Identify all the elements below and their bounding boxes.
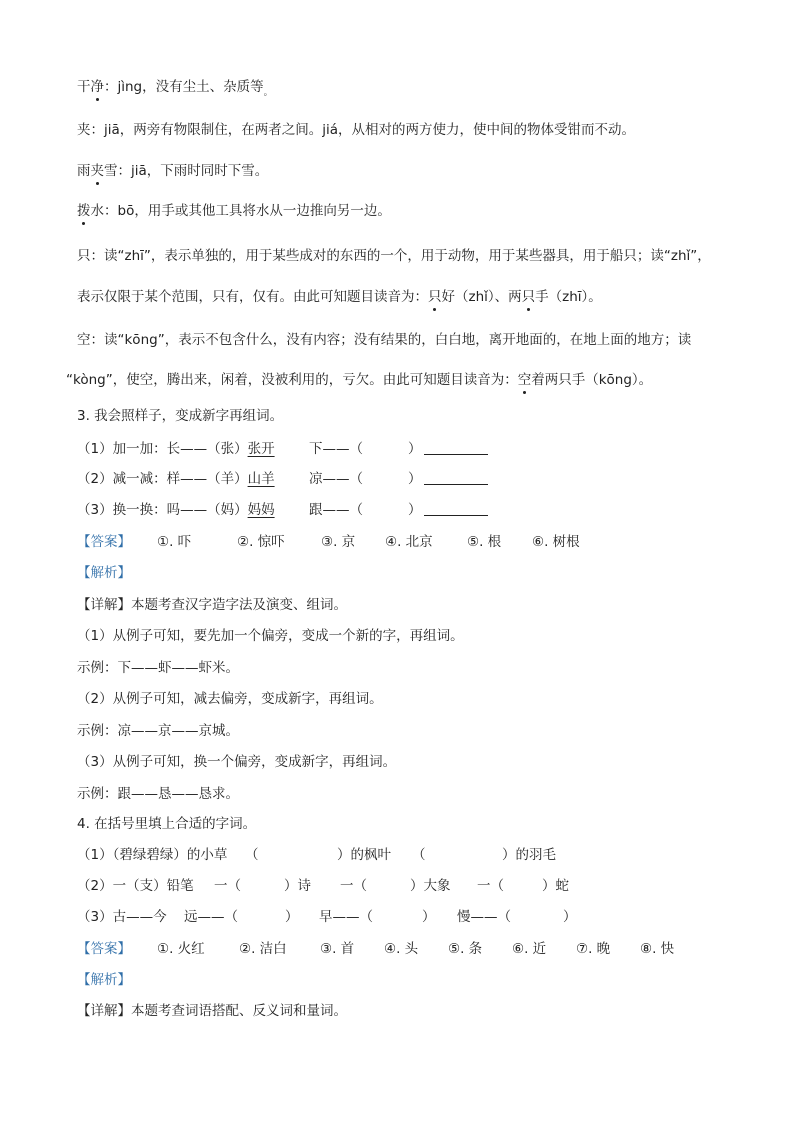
answer-tag: 【答案】	[77, 941, 131, 957]
row-text: 早——（	[319, 909, 373, 925]
row-text: ）的羽毛	[502, 847, 556, 863]
q4-answer	[77, 940, 675, 958]
answer-item: ④. 头	[384, 941, 419, 957]
row-item: 凉——（	[309, 471, 363, 487]
answer-item: ⑥. 近	[512, 941, 547, 957]
answer-item: ⑤. 根	[467, 534, 502, 550]
row-label: （3）换一换：吗——（妈）	[77, 502, 248, 518]
example-word: 妈妈	[247, 502, 275, 518]
detail-tag: 【详解】	[77, 1003, 131, 1019]
text: 雨	[77, 163, 91, 179]
answer-blank[interactable]	[424, 472, 488, 485]
dotted-char: 净	[90, 79, 104, 95]
text: 水：bō，用手或其他工具将水从一边推向另一边。	[90, 203, 391, 219]
line-zhi: 只：读“zhī”，表示单独的，用于某些成对的东西的一个，用于动物，用于某些器具，用于船只；读“zhǐ”，	[77, 248, 711, 264]
row-text: ）诗	[284, 878, 311, 894]
row-text: 远——（	[184, 909, 238, 925]
row-text: 慢——（	[457, 909, 511, 925]
row-close: ）	[408, 471, 422, 487]
row-text: ）	[563, 909, 577, 925]
line-kong-2	[66, 371, 652, 389]
line-jia: 夹：jiā，两旁有物限制住，在两者之间。jiá，从相对的两方使力，使中间的物体受钳而不动。	[77, 122, 636, 138]
text: 好（zhǐ）、两	[441, 289, 522, 305]
q4-row-1	[77, 846, 556, 864]
row-label: （2）减一减：样——（羊）	[77, 471, 248, 487]
row-text: ）的枫叶	[337, 847, 391, 863]
q4-row-2	[77, 877, 569, 895]
row-text: ）	[422, 909, 436, 925]
q3-row-2	[77, 470, 422, 488]
answer-item: ④. 北京	[385, 534, 433, 550]
q3-explain-2: （2）从例子可知，减去偏旁，变成新字，再组词。	[77, 691, 383, 707]
q4-row-3	[77, 908, 577, 926]
line-boshui	[77, 202, 391, 220]
detail-text: 本题考查汉字造字法及演变、组词。	[131, 597, 347, 613]
row-text: 一（	[340, 878, 367, 894]
row-text: 一（	[477, 878, 504, 894]
answer-item: ③. 首	[320, 941, 355, 957]
q3-row-1	[77, 440, 422, 458]
q3-row-3	[77, 501, 422, 519]
answer-blank[interactable]	[424, 503, 488, 516]
line-ganjing	[77, 78, 273, 102]
answer-blank[interactable]	[424, 442, 488, 455]
q3-example-2: 示例：凉——京——京城。	[77, 723, 239, 739]
line-zhi-2	[77, 288, 602, 306]
text: 雪：jiā，下雨时同时下雪。	[104, 163, 269, 179]
row-text: （	[245, 847, 259, 863]
line-kong: 空：读“kōng”，表示不包含什么，没有内容；没有结果的，白白地，离开地面的，在地上面的地方；读	[77, 332, 692, 348]
text: 干	[77, 79, 91, 95]
row-text: ）大象	[410, 878, 451, 894]
answer-item: ①. 火红	[157, 941, 205, 957]
row-text: （	[412, 847, 426, 863]
text: 着两只手（kōng）。	[531, 372, 653, 388]
answer-item: ⑤. 条	[448, 941, 483, 957]
answer-item: ⑦. 晚	[576, 941, 611, 957]
answer-item: ③. 京	[321, 534, 356, 550]
q3-explain-3: （3）从例子可知，换一个偏旁，变成新字，再组词。	[77, 754, 397, 770]
row-text: （3）古——今	[77, 909, 167, 925]
detail-text: 本题考查词语搭配、反义词和量词。	[131, 1003, 347, 1019]
row-close: ）	[408, 441, 422, 457]
q3-answer	[77, 533, 580, 551]
row-text: （2）一（支）铅笔	[77, 878, 194, 894]
detail-tag: 【详解】	[77, 597, 131, 613]
text: 。	[263, 88, 273, 98]
row-text: 一（	[214, 878, 241, 894]
dotted-char: 拨	[77, 203, 91, 219]
answer-item: ⑧. 快	[640, 941, 675, 957]
row-text: （1）（碧绿碧绿）的小草	[77, 847, 228, 863]
dotted-char: 只	[428, 289, 442, 305]
line-yujiaxue	[77, 162, 268, 180]
q3-detail	[77, 596, 347, 614]
example-word: 张开	[247, 441, 275, 457]
q3-example-3: 示例：跟——恳——恳求。	[77, 786, 239, 802]
text: 手（zhī）。	[535, 289, 602, 305]
row-close: ）	[408, 502, 422, 518]
dotted-char: 只	[521, 289, 536, 305]
q4-title: 4. 在括号里填上合适的字词。	[77, 816, 257, 832]
row-label: （1）加一加：长——（张）	[77, 441, 248, 457]
q3-analysis-tag: 【解析】	[77, 565, 131, 581]
answer-tag: 【答案】	[77, 534, 131, 550]
answer-item: ②. 惊吓	[237, 534, 285, 550]
answer-item: ⑥. 树根	[532, 534, 580, 550]
q3-explain-1: （1）从例子可知，要先加一个偏旁，变成一个新的字，再组词。	[77, 628, 464, 644]
dotted-char: 夹	[90, 163, 104, 179]
text: ：jìng，没有尘土、杂质等	[104, 79, 264, 95]
text: 表示仅限于某个范围，只有，仅有。由此可知题目读音为：	[77, 289, 428, 305]
row-text: ）蛇	[542, 878, 569, 894]
answer-item: ①. 吓	[157, 534, 192, 550]
row-item: 跟——（	[309, 502, 363, 518]
row-text: ）	[285, 909, 299, 925]
q3-example-1: 示例：下——虾——虾米。	[77, 660, 239, 676]
q4-detail	[77, 1002, 347, 1020]
dotted-char: 空	[517, 372, 532, 388]
answer-item: ②. 洁白	[239, 941, 287, 957]
text: “kòng”，使空，腾出来，闲着，没被利用的，亏欠。由此可知题目读音为：	[66, 372, 518, 388]
example-word: 山羊	[247, 471, 275, 487]
q3-title: 3. 我会照样子，变成新字再组词。	[77, 408, 284, 424]
q4-analysis-tag: 【解析】	[77, 972, 131, 988]
row-item: 下——（	[309, 441, 363, 457]
